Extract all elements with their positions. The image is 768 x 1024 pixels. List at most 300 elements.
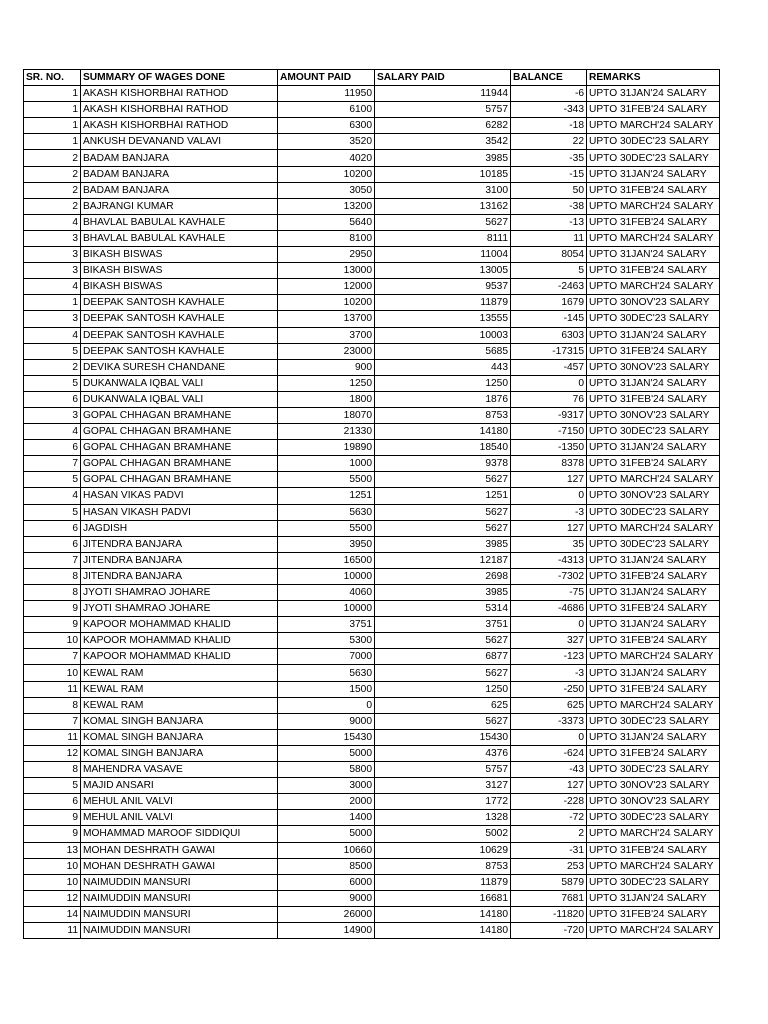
- cell-amount-paid[interactable]: 12000: [278, 279, 375, 295]
- cell-balance[interactable]: 0: [511, 375, 587, 391]
- cell-name[interactable]: KEWAL RAM: [81, 697, 278, 713]
- cell-sr-no[interactable]: 2: [24, 182, 81, 198]
- cell-name[interactable]: JITENDRA BANJARA: [81, 552, 278, 568]
- cell-amount-paid[interactable]: 1000: [278, 456, 375, 472]
- cell-sr-no[interactable]: 10: [24, 633, 81, 649]
- cell-name[interactable]: BADAM BANJARA: [81, 182, 278, 198]
- cell-salary-paid[interactable]: 3542: [375, 134, 511, 150]
- cell-sr-no[interactable]: 6: [24, 520, 81, 536]
- cell-balance[interactable]: -75: [511, 585, 587, 601]
- cell-name[interactable]: MEHUL ANIL VALVI: [81, 810, 278, 826]
- cell-balance[interactable]: 0: [511, 488, 587, 504]
- cell-balance[interactable]: 5: [511, 263, 587, 279]
- cell-balance[interactable]: -11820: [511, 906, 587, 922]
- cell-amount-paid[interactable]: 9000: [278, 713, 375, 729]
- cell-sr-no[interactable]: 2: [24, 166, 81, 182]
- cell-sr-no[interactable]: 5: [24, 504, 81, 520]
- cell-remarks[interactable]: UPTO 30DEC'23 SALARY: [587, 536, 720, 552]
- cell-salary-paid[interactable]: 14180: [375, 922, 511, 938]
- cell-balance[interactable]: -4686: [511, 601, 587, 617]
- cell-balance[interactable]: -145: [511, 311, 587, 327]
- cell-salary-paid[interactable]: 5627: [375, 713, 511, 729]
- cell-name[interactable]: JYOTI SHAMRAO JOHARE: [81, 601, 278, 617]
- cell-sr-no[interactable]: 2: [24, 150, 81, 166]
- cell-name[interactable]: DEEPAK SANTOSH KAVHALE: [81, 327, 278, 343]
- cell-name[interactable]: GOPAL CHHAGAN BRAMHANE: [81, 456, 278, 472]
- cell-balance[interactable]: -343: [511, 102, 587, 118]
- cell-amount-paid[interactable]: 10000: [278, 601, 375, 617]
- cell-salary-paid[interactable]: 5757: [375, 102, 511, 118]
- cell-salary-paid[interactable]: 5627: [375, 472, 511, 488]
- cell-remarks[interactable]: UPTO 31FEB'24 SALARY: [587, 456, 720, 472]
- cell-balance[interactable]: 8378: [511, 456, 587, 472]
- cell-name[interactable]: NAIMUDDIN MANSURI: [81, 922, 278, 938]
- cell-remarks[interactable]: UPTO 30NOV'23 SALARY: [587, 794, 720, 810]
- cell-sr-no[interactable]: 1: [24, 86, 81, 102]
- cell-name[interactable]: MAJID ANSARI: [81, 778, 278, 794]
- cell-salary-paid[interactable]: 6877: [375, 649, 511, 665]
- cell-remarks[interactable]: UPTO MARCH'24 SALARY: [587, 858, 720, 874]
- cell-name[interactable]: BIKASH BISWAS: [81, 263, 278, 279]
- cell-remarks[interactable]: UPTO 31FEB'24 SALARY: [587, 601, 720, 617]
- cell-amount-paid[interactable]: 2950: [278, 247, 375, 263]
- cell-salary-paid[interactable]: 5627: [375, 214, 511, 230]
- cell-remarks[interactable]: UPTO MARCH'24 SALARY: [587, 472, 720, 488]
- cell-amount-paid[interactable]: 1400: [278, 810, 375, 826]
- cell-remarks[interactable]: UPTO 30NOV'23 SALARY: [587, 295, 720, 311]
- cell-amount-paid[interactable]: 5640: [278, 214, 375, 230]
- cell-sr-no[interactable]: 5: [24, 375, 81, 391]
- cell-remarks[interactable]: UPTO 30DEC'23 SALARY: [587, 713, 720, 729]
- cell-salary-paid[interactable]: 5627: [375, 504, 511, 520]
- cell-remarks[interactable]: UPTO MARCH'24 SALARY: [587, 279, 720, 295]
- cell-balance[interactable]: -6: [511, 86, 587, 102]
- cell-salary-paid[interactable]: 4376: [375, 745, 511, 761]
- cell-remarks[interactable]: UPTO 31FEB'24 SALARY: [587, 568, 720, 584]
- cell-sr-no[interactable]: 8: [24, 697, 81, 713]
- cell-salary-paid[interactable]: 12187: [375, 552, 511, 568]
- cell-sr-no[interactable]: 3: [24, 247, 81, 263]
- cell-remarks[interactable]: UPTO 31FEB'24 SALARY: [587, 263, 720, 279]
- cell-remarks[interactable]: UPTO 31JAN'24 SALARY: [587, 247, 720, 263]
- cell-salary-paid[interactable]: 3100: [375, 182, 511, 198]
- cell-amount-paid[interactable]: 2000: [278, 794, 375, 810]
- cell-amount-paid[interactable]: 3700: [278, 327, 375, 343]
- cell-remarks[interactable]: UPTO MARCH'24 SALARY: [587, 649, 720, 665]
- cell-balance[interactable]: 625: [511, 697, 587, 713]
- cell-name[interactable]: NAIMUDDIN MANSURI: [81, 906, 278, 922]
- cell-salary-paid[interactable]: 11004: [375, 247, 511, 263]
- header-summary-of-wages[interactable]: SUMMARY OF WAGES DONE: [81, 70, 278, 86]
- cell-balance[interactable]: -43: [511, 762, 587, 778]
- cell-sr-no[interactable]: 7: [24, 649, 81, 665]
- cell-name[interactable]: KOMAL SINGH BANJARA: [81, 713, 278, 729]
- cell-remarks[interactable]: UPTO 31FEB'24 SALARY: [587, 633, 720, 649]
- cell-remarks[interactable]: UPTO 30NOV'23 SALARY: [587, 778, 720, 794]
- cell-salary-paid[interactable]: 11879: [375, 295, 511, 311]
- cell-amount-paid[interactable]: 13000: [278, 263, 375, 279]
- cell-sr-no[interactable]: 11: [24, 922, 81, 938]
- cell-balance[interactable]: -457: [511, 359, 587, 375]
- cell-balance[interactable]: 127: [511, 778, 587, 794]
- cell-sr-no[interactable]: 4: [24, 424, 81, 440]
- cell-salary-paid[interactable]: 9537: [375, 279, 511, 295]
- header-amount-paid[interactable]: AMOUNT PAID: [278, 70, 375, 86]
- cell-salary-paid[interactable]: 8753: [375, 858, 511, 874]
- cell-remarks[interactable]: UPTO 31JAN'24 SALARY: [587, 665, 720, 681]
- cell-balance[interactable]: -15: [511, 166, 587, 182]
- cell-sr-no[interactable]: 10: [24, 665, 81, 681]
- cell-salary-paid[interactable]: 10629: [375, 842, 511, 858]
- cell-balance[interactable]: 50: [511, 182, 587, 198]
- cell-sr-no[interactable]: 10: [24, 874, 81, 890]
- cell-balance[interactable]: -9317: [511, 407, 587, 423]
- cell-balance[interactable]: 0: [511, 729, 587, 745]
- cell-salary-paid[interactable]: 5627: [375, 633, 511, 649]
- cell-sr-no[interactable]: 9: [24, 826, 81, 842]
- cell-name[interactable]: BADAM BANJARA: [81, 150, 278, 166]
- cell-balance[interactable]: -123: [511, 649, 587, 665]
- cell-balance[interactable]: -720: [511, 922, 587, 938]
- cell-remarks[interactable]: UPTO 31FEB'24 SALARY: [587, 214, 720, 230]
- cell-sr-no[interactable]: 5: [24, 778, 81, 794]
- cell-salary-paid[interactable]: 9378: [375, 456, 511, 472]
- cell-balance[interactable]: 2: [511, 826, 587, 842]
- cell-amount-paid[interactable]: 5000: [278, 745, 375, 761]
- cell-remarks[interactable]: UPTO 31JAN'24 SALARY: [587, 440, 720, 456]
- cell-name[interactable]: JITENDRA BANJARA: [81, 536, 278, 552]
- cell-name[interactable]: DEEPAK SANTOSH KAVHALE: [81, 311, 278, 327]
- cell-salary-paid[interactable]: 3985: [375, 585, 511, 601]
- cell-salary-paid[interactable]: 1251: [375, 488, 511, 504]
- cell-remarks[interactable]: UPTO MARCH'24 SALARY: [587, 118, 720, 134]
- cell-sr-no[interactable]: 4: [24, 214, 81, 230]
- cell-salary-paid[interactable]: 13162: [375, 198, 511, 214]
- cell-sr-no[interactable]: 7: [24, 456, 81, 472]
- cell-amount-paid[interactable]: 3000: [278, 778, 375, 794]
- cell-amount-paid[interactable]: 3950: [278, 536, 375, 552]
- cell-salary-paid[interactable]: 625: [375, 697, 511, 713]
- cell-amount-paid[interactable]: 900: [278, 359, 375, 375]
- cell-amount-paid[interactable]: 1251: [278, 488, 375, 504]
- cell-name[interactable]: MOHAN DESHRATH GAWAI: [81, 842, 278, 858]
- cell-name[interactable]: DUKANWALA IQBAL VALI: [81, 375, 278, 391]
- cell-balance[interactable]: -228: [511, 794, 587, 810]
- cell-remarks[interactable]: UPTO 30NOV'23 SALARY: [587, 407, 720, 423]
- cell-name[interactable]: GOPAL CHHAGAN BRAMHANE: [81, 424, 278, 440]
- cell-salary-paid[interactable]: 3127: [375, 778, 511, 794]
- cell-sr-no[interactable]: 9: [24, 617, 81, 633]
- cell-sr-no[interactable]: 8: [24, 568, 81, 584]
- cell-remarks[interactable]: UPTO 30DEC'23 SALARY: [587, 874, 720, 890]
- cell-sr-no[interactable]: 12: [24, 745, 81, 761]
- cell-balance[interactable]: 5879: [511, 874, 587, 890]
- cell-remarks[interactable]: UPTO 31JAN'24 SALARY: [587, 617, 720, 633]
- cell-sr-no[interactable]: 6: [24, 440, 81, 456]
- cell-balance[interactable]: 6303: [511, 327, 587, 343]
- cell-amount-paid[interactable]: 10200: [278, 166, 375, 182]
- cell-amount-paid[interactable]: 5000: [278, 826, 375, 842]
- cell-amount-paid[interactable]: 3520: [278, 134, 375, 150]
- cell-amount-paid[interactable]: 13200: [278, 198, 375, 214]
- cell-remarks[interactable]: UPTO 30DEC'23 SALARY: [587, 150, 720, 166]
- cell-amount-paid[interactable]: 4060: [278, 585, 375, 601]
- cell-sr-no[interactable]: 9: [24, 810, 81, 826]
- cell-sr-no[interactable]: 4: [24, 327, 81, 343]
- cell-sr-no[interactable]: 6: [24, 794, 81, 810]
- cell-salary-paid[interactable]: 3751: [375, 617, 511, 633]
- cell-amount-paid[interactable]: 5500: [278, 472, 375, 488]
- cell-name[interactable]: KAPOOR MOHAMMAD KHALID: [81, 617, 278, 633]
- cell-name[interactable]: KAPOOR MOHAMMAD KHALID: [81, 649, 278, 665]
- cell-sr-no[interactable]: 14: [24, 906, 81, 922]
- cell-balance[interactable]: -250: [511, 681, 587, 697]
- cell-remarks[interactable]: UPTO 31JAN'24 SALARY: [587, 327, 720, 343]
- cell-name[interactable]: BIKASH BISWAS: [81, 247, 278, 263]
- cell-name[interactable]: JAGDISH: [81, 520, 278, 536]
- cell-amount-paid[interactable]: 5800: [278, 762, 375, 778]
- cell-sr-no[interactable]: 13: [24, 842, 81, 858]
- cell-sr-no[interactable]: 8: [24, 762, 81, 778]
- cell-name[interactable]: GOPAL CHHAGAN BRAMHANE: [81, 472, 278, 488]
- cell-salary-paid[interactable]: 1328: [375, 810, 511, 826]
- cell-balance[interactable]: 127: [511, 520, 587, 536]
- cell-salary-paid[interactable]: 16681: [375, 890, 511, 906]
- cell-balance[interactable]: -13: [511, 214, 587, 230]
- cell-sr-no[interactable]: 7: [24, 713, 81, 729]
- cell-amount-paid[interactable]: 1500: [278, 681, 375, 697]
- header-sr-no[interactable]: SR. NO.: [24, 70, 81, 86]
- cell-salary-paid[interactable]: 10185: [375, 166, 511, 182]
- cell-salary-paid[interactable]: 1250: [375, 375, 511, 391]
- cell-sr-no[interactable]: 1: [24, 134, 81, 150]
- cell-balance[interactable]: -624: [511, 745, 587, 761]
- cell-balance[interactable]: 11: [511, 230, 587, 246]
- cell-remarks[interactable]: UPTO 31FEB'24 SALARY: [587, 182, 720, 198]
- cell-remarks[interactable]: UPTO 31FEB'24 SALARY: [587, 102, 720, 118]
- cell-remarks[interactable]: UPTO 31JAN'24 SALARY: [587, 552, 720, 568]
- cell-sr-no[interactable]: 4: [24, 488, 81, 504]
- cell-name[interactable]: AKASH KISHORBHAI RATHOD: [81, 118, 278, 134]
- cell-amount-paid[interactable]: 3050: [278, 182, 375, 198]
- cell-sr-no[interactable]: 2: [24, 198, 81, 214]
- cell-amount-paid[interactable]: 1250: [278, 375, 375, 391]
- header-salary-paid[interactable]: SALARY PAID: [375, 70, 511, 86]
- cell-salary-paid[interactable]: 6282: [375, 118, 511, 134]
- cell-sr-no[interactable]: 3: [24, 263, 81, 279]
- cell-name[interactable]: BHAVLAL BABULAL KAVHALE: [81, 230, 278, 246]
- cell-salary-paid[interactable]: 1876: [375, 391, 511, 407]
- cell-sr-no[interactable]: 4: [24, 279, 81, 295]
- cell-balance[interactable]: 22: [511, 134, 587, 150]
- cell-sr-no[interactable]: 1: [24, 295, 81, 311]
- cell-sr-no[interactable]: 1: [24, 102, 81, 118]
- cell-salary-paid[interactable]: 5314: [375, 601, 511, 617]
- cell-balance[interactable]: -35: [511, 150, 587, 166]
- cell-amount-paid[interactable]: 0: [278, 697, 375, 713]
- cell-balance[interactable]: -3: [511, 665, 587, 681]
- cell-name[interactable]: KEWAL RAM: [81, 665, 278, 681]
- cell-sr-no[interactable]: 10: [24, 858, 81, 874]
- cell-salary-paid[interactable]: 14180: [375, 424, 511, 440]
- cell-balance[interactable]: -31: [511, 842, 587, 858]
- cell-sr-no[interactable]: 5: [24, 343, 81, 359]
- cell-name[interactable]: DEEPAK SANTOSH KAVHALE: [81, 295, 278, 311]
- cell-salary-paid[interactable]: 5627: [375, 665, 511, 681]
- cell-name[interactable]: KOMAL SINGH BANJARA: [81, 729, 278, 745]
- cell-name[interactable]: MEHUL ANIL VALVI: [81, 794, 278, 810]
- cell-amount-paid[interactable]: 7000: [278, 649, 375, 665]
- cell-name[interactable]: GOPAL CHHAGAN BRAMHANE: [81, 407, 278, 423]
- cell-name[interactable]: KAPOOR MOHAMMAD KHALID: [81, 633, 278, 649]
- cell-amount-paid[interactable]: 10000: [278, 568, 375, 584]
- cell-remarks[interactable]: UPTO 31FEB'24 SALARY: [587, 681, 720, 697]
- cell-balance[interactable]: -3: [511, 504, 587, 520]
- cell-remarks[interactable]: UPTO 30DEC'23 SALARY: [587, 810, 720, 826]
- cell-remarks[interactable]: UPTO 30DEC'23 SALARY: [587, 134, 720, 150]
- cell-name[interactable]: BAJRANGI KUMAR: [81, 198, 278, 214]
- cell-name[interactable]: ANKUSH DEVANAND VALAVI: [81, 134, 278, 150]
- cell-name[interactable]: NAIMUDDIN MANSURI: [81, 874, 278, 890]
- cell-sr-no[interactable]: 1: [24, 118, 81, 134]
- cell-salary-paid[interactable]: 11879: [375, 874, 511, 890]
- header-remarks[interactable]: REMARKS: [587, 70, 720, 86]
- cell-name[interactable]: DEEPAK SANTOSH KAVHALE: [81, 343, 278, 359]
- cell-name[interactable]: DUKANWALA IQBAL VALI: [81, 391, 278, 407]
- cell-balance[interactable]: -7302: [511, 568, 587, 584]
- cell-balance[interactable]: -17315: [511, 343, 587, 359]
- cell-amount-paid[interactable]: 15430: [278, 729, 375, 745]
- cell-remarks[interactable]: UPTO MARCH'24 SALARY: [587, 697, 720, 713]
- cell-amount-paid[interactable]: 5630: [278, 504, 375, 520]
- cell-remarks[interactable]: UPTO 31FEB'24 SALARY: [587, 343, 720, 359]
- cell-name[interactable]: MAHENDRA VASAVE: [81, 762, 278, 778]
- cell-name[interactable]: JITENDRA BANJARA: [81, 568, 278, 584]
- cell-remarks[interactable]: UPTO 31JAN'24 SALARY: [587, 585, 720, 601]
- cell-salary-paid[interactable]: 1250: [375, 681, 511, 697]
- cell-balance[interactable]: 35: [511, 536, 587, 552]
- cell-balance[interactable]: -3373: [511, 713, 587, 729]
- cell-amount-paid[interactable]: 8100: [278, 230, 375, 246]
- cell-salary-paid[interactable]: 14180: [375, 906, 511, 922]
- cell-salary-paid[interactable]: 5002: [375, 826, 511, 842]
- cell-balance[interactable]: -38: [511, 198, 587, 214]
- cell-salary-paid[interactable]: 1772: [375, 794, 511, 810]
- cell-remarks[interactable]: UPTO MARCH'24 SALARY: [587, 922, 720, 938]
- cell-remarks[interactable]: UPTO 31JAN'24 SALARY: [587, 166, 720, 182]
- cell-remarks[interactable]: UPTO 31JAN'24 SALARY: [587, 890, 720, 906]
- cell-salary-paid[interactable]: 15430: [375, 729, 511, 745]
- cell-balance[interactable]: 0: [511, 617, 587, 633]
- cell-salary-paid[interactable]: 13005: [375, 263, 511, 279]
- cell-amount-paid[interactable]: 5300: [278, 633, 375, 649]
- cell-amount-paid[interactable]: 10200: [278, 295, 375, 311]
- cell-balance[interactable]: 7681: [511, 890, 587, 906]
- cell-name[interactable]: KEWAL RAM: [81, 681, 278, 697]
- cell-name[interactable]: BADAM BANJARA: [81, 166, 278, 182]
- cell-balance[interactable]: -7150: [511, 424, 587, 440]
- cell-remarks[interactable]: UPTO 31FEB'24 SALARY: [587, 391, 720, 407]
- cell-balance[interactable]: 8054: [511, 247, 587, 263]
- header-balance[interactable]: BALANCE: [511, 70, 587, 86]
- cell-amount-paid[interactable]: 9000: [278, 890, 375, 906]
- cell-amount-paid[interactable]: 5630: [278, 665, 375, 681]
- cell-amount-paid[interactable]: 6100: [278, 102, 375, 118]
- cell-balance[interactable]: -1350: [511, 440, 587, 456]
- cell-amount-paid[interactable]: 6300: [278, 118, 375, 134]
- cell-remarks[interactable]: UPTO 31FEB'24 SALARY: [587, 745, 720, 761]
- cell-balance[interactable]: -2463: [511, 279, 587, 295]
- cell-salary-paid[interactable]: 8111: [375, 230, 511, 246]
- cell-amount-paid[interactable]: 19890: [278, 440, 375, 456]
- cell-remarks[interactable]: UPTO 30DEC'23 SALARY: [587, 424, 720, 440]
- cell-remarks[interactable]: UPTO 31FEB'24 SALARY: [587, 906, 720, 922]
- cell-amount-paid[interactable]: 26000: [278, 906, 375, 922]
- cell-amount-paid[interactable]: 16500: [278, 552, 375, 568]
- cell-remarks[interactable]: UPTO 30NOV'23 SALARY: [587, 488, 720, 504]
- cell-remarks[interactable]: UPTO 31JAN'24 SALARY: [587, 86, 720, 102]
- cell-name[interactable]: BIKASH BISWAS: [81, 279, 278, 295]
- cell-salary-paid[interactable]: 5757: [375, 762, 511, 778]
- cell-amount-paid[interactable]: 11950: [278, 86, 375, 102]
- cell-amount-paid[interactable]: 14900: [278, 922, 375, 938]
- cell-balance[interactable]: 1679: [511, 295, 587, 311]
- cell-name[interactable]: NAIMUDDIN MANSURI: [81, 890, 278, 906]
- cell-salary-paid[interactable]: 2698: [375, 568, 511, 584]
- cell-name[interactable]: HASAN VIKAS PADVI: [81, 488, 278, 504]
- cell-amount-paid[interactable]: 21330: [278, 424, 375, 440]
- cell-remarks[interactable]: UPTO MARCH'24 SALARY: [587, 826, 720, 842]
- cell-sr-no[interactable]: 8: [24, 585, 81, 601]
- cell-salary-paid[interactable]: 10003: [375, 327, 511, 343]
- cell-name[interactable]: GOPAL CHHAGAN BRAMHANE: [81, 440, 278, 456]
- cell-balance[interactable]: -18: [511, 118, 587, 134]
- cell-sr-no[interactable]: 11: [24, 681, 81, 697]
- cell-remarks[interactable]: UPTO 31JAN'24 SALARY: [587, 375, 720, 391]
- cell-sr-no[interactable]: 3: [24, 407, 81, 423]
- cell-name[interactable]: HASAN VIKASH PADVI: [81, 504, 278, 520]
- cell-sr-no[interactable]: 3: [24, 230, 81, 246]
- cell-salary-paid[interactable]: 3985: [375, 150, 511, 166]
- cell-name[interactable]: AKASH KISHORBHAI RATHOD: [81, 86, 278, 102]
- cell-amount-paid[interactable]: 18070: [278, 407, 375, 423]
- cell-sr-no[interactable]: 6: [24, 391, 81, 407]
- cell-remarks[interactable]: UPTO 30DEC'23 SALARY: [587, 504, 720, 520]
- cell-name[interactable]: BHAVLAL BABULAL KAVHALE: [81, 214, 278, 230]
- cell-amount-paid[interactable]: 13700: [278, 311, 375, 327]
- cell-remarks[interactable]: UPTO 30DEC'23 SALARY: [587, 311, 720, 327]
- cell-salary-paid[interactable]: 5685: [375, 343, 511, 359]
- cell-amount-paid[interactable]: 6000: [278, 874, 375, 890]
- cell-name[interactable]: MOHAN DESHRATH GAWAI: [81, 858, 278, 874]
- cell-name[interactable]: KOMAL SINGH BANJARA: [81, 745, 278, 761]
- cell-amount-paid[interactable]: 1800: [278, 391, 375, 407]
- cell-name[interactable]: AKASH KISHORBHAI RATHOD: [81, 102, 278, 118]
- cell-balance[interactable]: 327: [511, 633, 587, 649]
- cell-remarks[interactable]: UPTO 30NOV'23 SALARY: [587, 359, 720, 375]
- cell-balance[interactable]: 127: [511, 472, 587, 488]
- cell-amount-paid[interactable]: 8500: [278, 858, 375, 874]
- cell-salary-paid[interactable]: 443: [375, 359, 511, 375]
- cell-remarks[interactable]: UPTO MARCH'24 SALARY: [587, 230, 720, 246]
- cell-balance[interactable]: 76: [511, 391, 587, 407]
- cell-salary-paid[interactable]: 18540: [375, 440, 511, 456]
- cell-amount-paid[interactable]: 10660: [278, 842, 375, 858]
- cell-salary-paid[interactable]: 3985: [375, 536, 511, 552]
- cell-amount-paid[interactable]: 5500: [278, 520, 375, 536]
- cell-sr-no[interactable]: 9: [24, 601, 81, 617]
- cell-salary-paid[interactable]: 13555: [375, 311, 511, 327]
